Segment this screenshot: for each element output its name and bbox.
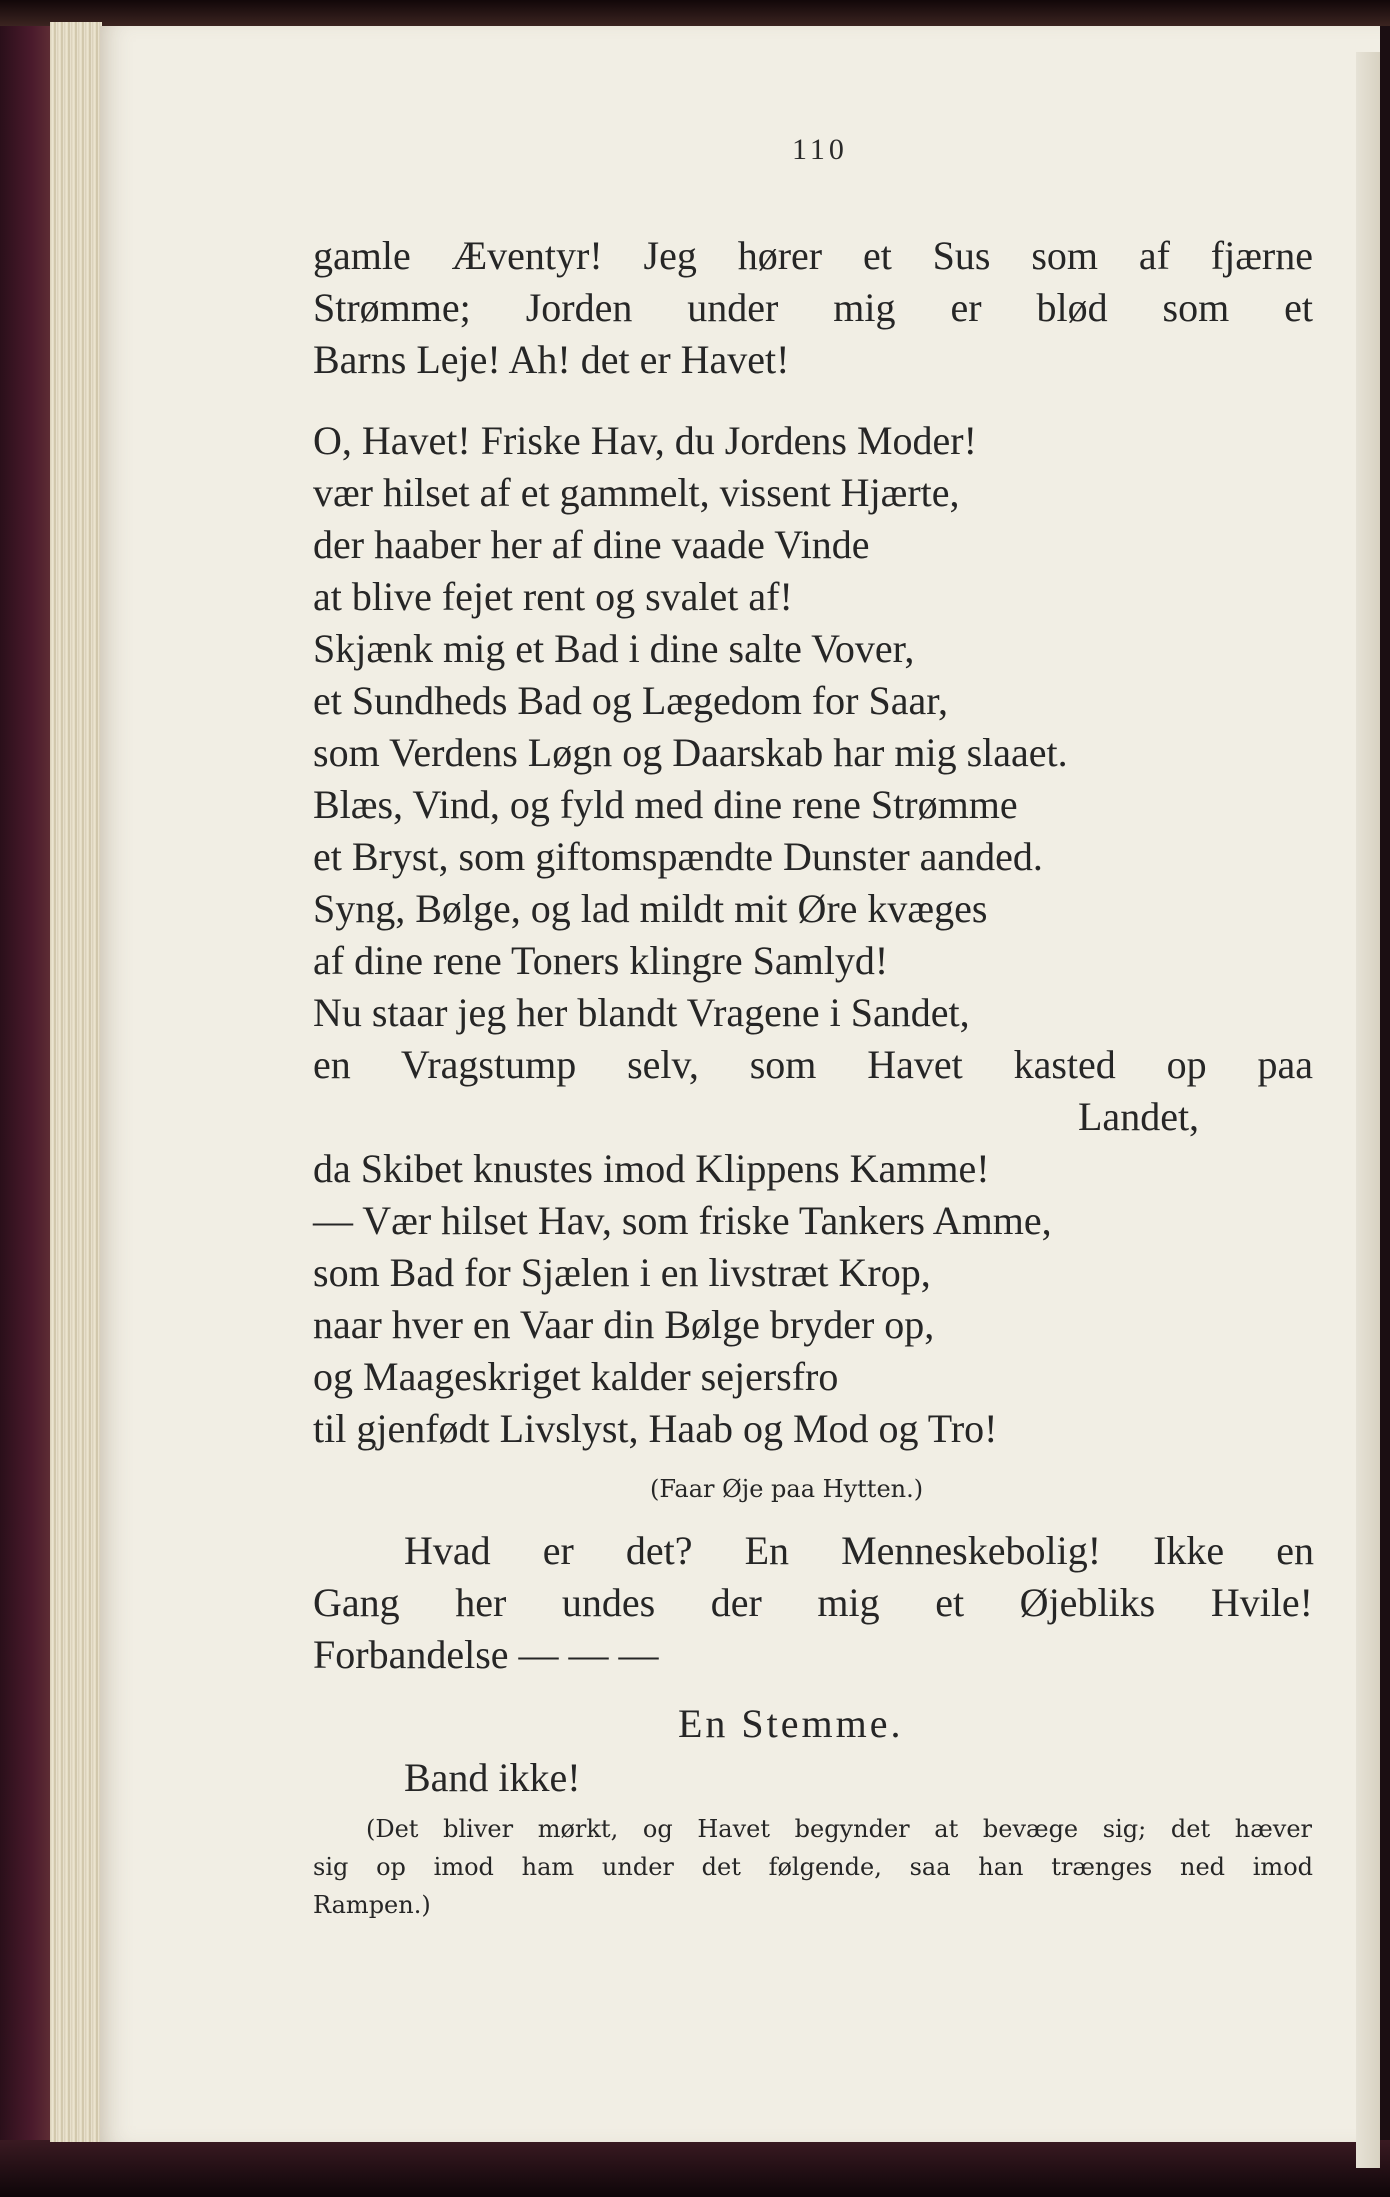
prose-line: Barns Leje! Ah! det er Havet! — [313, 337, 790, 382]
verse-line: der haaber her af dine vaade Vinde — [313, 522, 870, 567]
prose-line: Hvad er det? En Menneskebolig! Ikke en — [404, 1528, 1314, 1573]
verse-line: Nu staar jeg her blandt Vragene i Sandet, — [313, 990, 970, 1035]
book-binding-top — [0, 0, 1390, 26]
verse-line: naar hver en Vaar din Bølge bryder op, — [313, 1302, 935, 1347]
verse-line: en Vragstump selv, som Havet kasted op paa — [313, 1042, 1313, 1087]
verse-line: Skjænk mig et Bad i dine salte Vover, — [313, 626, 915, 671]
prose-line: Gang her undes der mig et Øjebliks Hvile! — [313, 1580, 1313, 1625]
book-binding-bottom — [0, 2140, 1390, 2197]
stage-direction: (Faar Øje paa Hytten.) — [650, 1475, 924, 1503]
stage-direction: Rampen.) — [313, 1891, 431, 1919]
verse-line: vær hilset af et gammelt, vissent Hjærte, — [313, 470, 960, 515]
verse-line: et Bryst, som giftomspændte Dunster aanded. — [313, 834, 1043, 879]
verse-line: som Verdens Løgn og Daarskab har mig slaaet. — [313, 730, 1068, 775]
verse-line: O, Havet! Friske Hav, du Jordens Moder! — [313, 418, 977, 463]
stage-direction: (Det bliver mørkt, og Havet begynder at bevæge sig; det hæver — [366, 1815, 1312, 1843]
verse-line: — Vær hilset Hav, som friske Tankers Amme, — [313, 1198, 1052, 1243]
stage-direction: sig op imod ham under det følgende, saa han trænges ned imod — [313, 1853, 1313, 1881]
verse-line: da Skibet knustes imod Klippens Kamme! — [313, 1146, 990, 1191]
verse-line: og Maageskriget kalder sejersfro — [313, 1354, 839, 1399]
verse-line: Syng, Bølge, og lad mildt mit Øre kvæges — [313, 886, 988, 931]
verse-line-continuation: Landet, — [1078, 1094, 1200, 1139]
prose-line: gamle Æventyr! Jeg hører et Sus som af fjærne — [313, 233, 1313, 278]
verse-line: at blive fejet rent og svalet af! — [313, 574, 793, 619]
prose-line: Strømme; Jorden under mig er blød som et — [313, 285, 1313, 330]
prose-line: Forbandelse — — — — [313, 1632, 659, 1677]
page-stack-edge — [50, 22, 102, 2142]
verse-line: af dine rene Toners klingre Samlyd! — [313, 938, 889, 983]
page-number: 110 — [792, 133, 848, 166]
verse-line: som Bad for Sjælen i en livstræt Krop, — [313, 1250, 931, 1295]
verse-line: et Sundheds Bad og Lægedom for Saar, — [313, 678, 948, 723]
verse-line: til gjenfødt Livslyst, Haab og Mod og Tro! — [313, 1406, 998, 1451]
page-right-edge — [1356, 52, 1380, 2168]
verse-line: Blæs, Vind, og fyld med dine rene Strømme — [313, 782, 1018, 827]
speech-line: Band ikke! — [404, 1755, 581, 1800]
speaker-name: En Stemme. — [678, 1701, 904, 1746]
